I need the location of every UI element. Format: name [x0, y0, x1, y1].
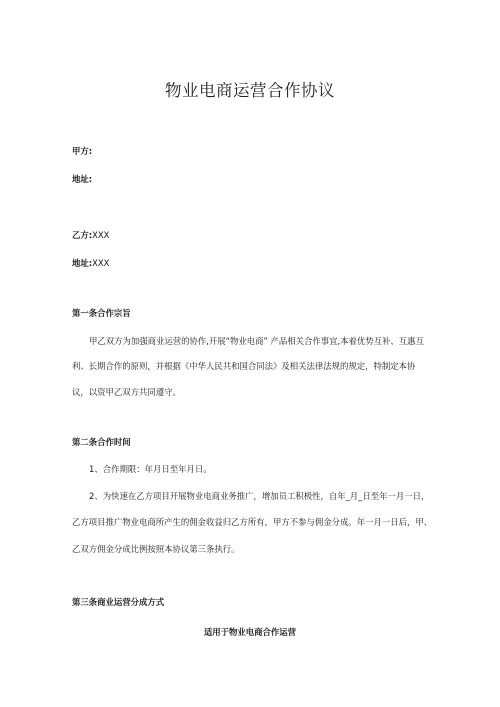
- article-3-heading: 第三条商业运营分成方式: [72, 597, 165, 607]
- article-1-line: 议，以资甲乙双方共同遵守。: [72, 387, 181, 397]
- party-b-address-value: XXX: [92, 258, 110, 268]
- article-2-item-2-line: 乙方项目推广物业电商所产生的佣金收益归乙方所有，甲方不参与佣金分成。年一月一日后，甲、: [72, 517, 433, 527]
- party-b-line: [72, 229, 109, 241]
- article-3-subheading: 适用于物业电商合作运营: [203, 627, 297, 637]
- party-b-address-line: [72, 257, 109, 269]
- party-a-label: 甲方:: [72, 146, 93, 156]
- party-b-address-label: 地址:: [72, 258, 93, 268]
- article-1-line: 甲乙双方为加强商业运营的协作,开展“物业电商” 产品相关合作事宜,本着优势互补、互惠互: [89, 336, 424, 346]
- article-2-item-2-line: 2、为快速在乙方项目开展物业电商业务推广，增加员工积极性，自年_月_日至年一月一日，: [89, 491, 430, 501]
- article-1-heading: 第一条合作宗旨: [72, 308, 131, 318]
- article-2-item-1: 1、合作期限：年月日至年月日。: [89, 464, 212, 474]
- article-2-item-2-line: 乙双方佣金分成比例按照本协议第三条执行。: [72, 544, 240, 554]
- article-2-heading: 第二条合作时间: [72, 437, 131, 447]
- document-title: 物业电商运营合作协议: [165, 81, 335, 100]
- party-a-address-label: 地址:: [72, 174, 93, 184]
- party-b-value: XXX: [92, 230, 110, 240]
- article-1-line: 利、长期合作的原则，并根据《中华人民共和国合同法》及相关法律法规的规定，特制定本协: [72, 361, 416, 371]
- party-b-label: 乙方:: [72, 230, 93, 240]
